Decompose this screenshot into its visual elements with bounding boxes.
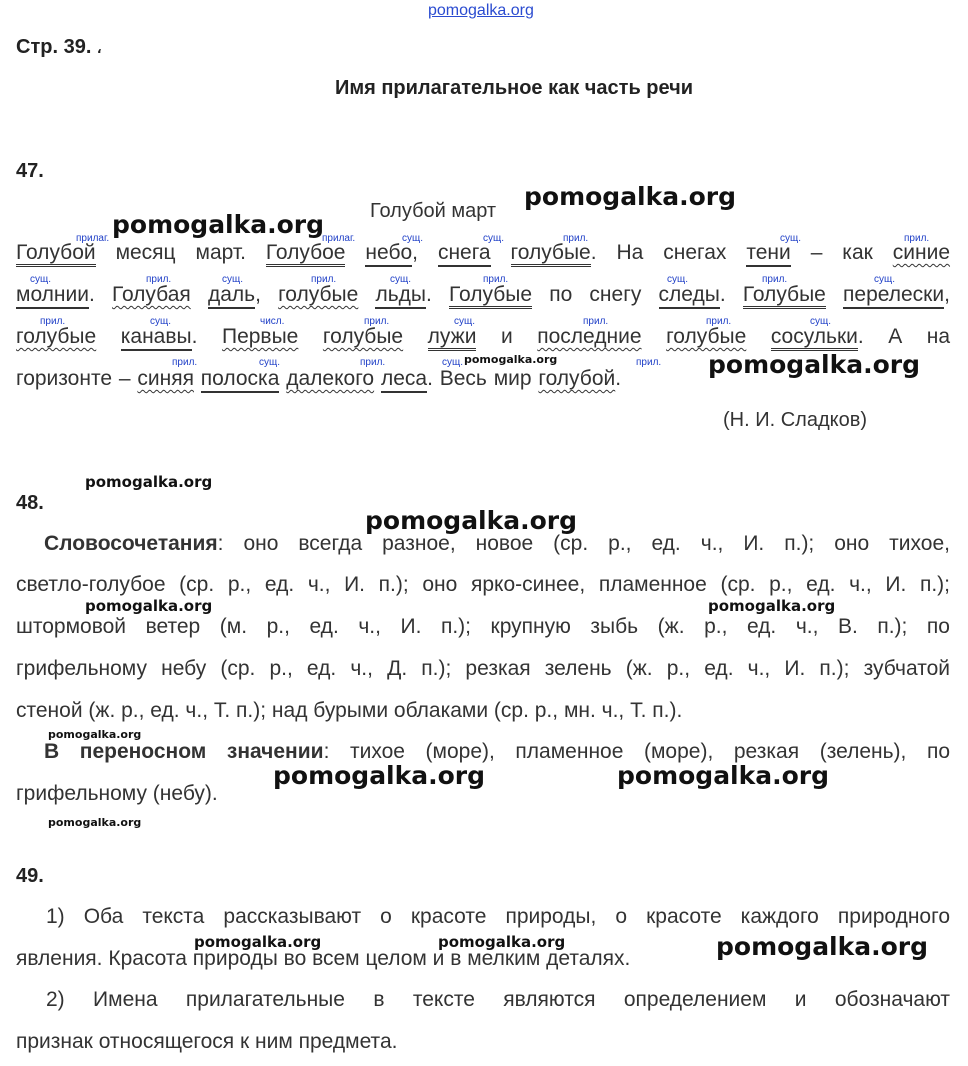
word-adj: синие xyxy=(892,241,951,264)
tag-adj: прил. xyxy=(483,274,509,285)
ex49-p1-line-1: 1) Оба текста рассказывают о красоте природы, о красоте каждого природного xyxy=(46,905,950,928)
watermark: pomogalka.org xyxy=(194,933,322,951)
tag-noun: сущ. xyxy=(30,274,52,285)
tag-adj: прил. xyxy=(364,316,390,327)
word-adj: голубые xyxy=(511,241,591,267)
word-noun: тени xyxy=(746,241,790,267)
word-subject-adj: Голубое xyxy=(266,241,346,267)
site-link[interactable]: pomogalka.org xyxy=(428,2,534,19)
watermark: pomogalka.org xyxy=(112,210,325,239)
ex49-p2-line-1: 2) Имена прилагательные в тексте являются определением и обозначают xyxy=(46,988,950,1011)
watermark: pomogalka.org xyxy=(85,473,213,491)
ex47-line-1: Голубой месяц март. Голубое небо, снега голубые. На снегах тени – как синие xyxy=(16,241,950,265)
tag-adj: прил. xyxy=(563,233,589,244)
watermark: pomogalka.org xyxy=(464,353,558,366)
exercise-49-number: 49. xyxy=(16,865,44,887)
ex48-p1-line-5: стеной (ж. р., ед. ч., Т. п.); над бурыми облаками (ср. р., мн. ч., Т. п.). xyxy=(16,699,683,722)
word-noun: небо xyxy=(365,241,412,267)
watermark: pomogalka.org xyxy=(617,761,830,790)
tag-adj: прилаг. xyxy=(322,233,356,244)
watermark: pomogalka.org xyxy=(708,350,921,379)
exercise-47-number: 47. xyxy=(16,160,44,182)
tag-adj: прилаг. xyxy=(76,233,110,244)
ex48-p2-line-1: В переносном значении: тихое (море), пламенное (море), резкая (зелень), по xyxy=(44,740,951,763)
ex48-p1-line-1: Словосочетания: оно всегда разное, новое (ср. р., ед. ч., И. п.); оно тихое, xyxy=(44,532,950,555)
watermark: pomogalka.org xyxy=(716,932,929,961)
watermark: pomogalka.org xyxy=(438,933,566,951)
exercise-48-number: 48. xyxy=(16,492,44,514)
watermark: pomogalka.org xyxy=(708,597,836,615)
tag-adj: прил. xyxy=(172,357,198,368)
tag-noun: сущ. xyxy=(222,274,244,285)
ex48-p2-line-2: грифельному (небу). xyxy=(16,782,218,805)
ex48-p1-line-4: грифельному небу (ср. р., ед. ч., Д. п.); резкая зелень (ж. р., ед. ч., И. п.); зубчатой xyxy=(16,657,950,680)
ex48-p1-line-2: светло-голубое (ср. р., ед. ч., И. п.); оно ярко-синее, пламенное (ср. р., ед. ч., И. п.); xyxy=(16,573,950,596)
tag-noun: сущ. xyxy=(390,274,412,285)
word-noun: снега xyxy=(438,241,491,267)
tag-noun: сущ. xyxy=(483,233,505,244)
tag-noun: сущ. xyxy=(259,357,281,368)
tag-adj: прил. xyxy=(146,274,172,285)
watermark: pomogalka.org xyxy=(85,597,213,615)
tag-adj: прил. xyxy=(311,274,337,285)
tag-adj: прил. xyxy=(40,316,66,327)
tag-num: числ. xyxy=(260,316,285,327)
author: (Н. И. Сладков) xyxy=(723,409,867,431)
word-subject-adj: Голубой xyxy=(16,241,96,267)
watermark: pomogalka.org xyxy=(48,728,142,741)
page-mark: ، xyxy=(96,42,102,56)
watermark: pomogalka.org xyxy=(48,816,142,829)
watermark: pomogalka.org xyxy=(273,761,486,790)
watermark: pomogalka.org xyxy=(365,506,578,535)
section-title: Имя прилагательное как часть речи xyxy=(334,77,694,99)
tag-adj: прил. xyxy=(583,316,609,327)
page-number xyxy=(16,36,102,59)
tag-noun: сущ. xyxy=(454,316,476,327)
tag-noun: сущ. xyxy=(667,274,689,285)
ex49-p1-line-2: явления. Красота природы во всем целом и в мелким деталях. xyxy=(16,947,631,970)
tag-noun: сущ. xyxy=(402,233,424,244)
tag-adj: прил. xyxy=(706,316,732,327)
tag-adj: прил. xyxy=(904,233,930,244)
tag-noun: сущ. xyxy=(810,316,832,327)
tag-noun: сущ. xyxy=(150,316,172,327)
tag-noun: сущ. xyxy=(874,274,896,285)
story-title: Голубой март xyxy=(370,200,497,222)
ex47-line-3: голубые канавы. Первые голубые лужи и последние голубые сосульки. А на xyxy=(16,325,950,349)
ex49-p2-line-2: признак относящегося к ним предмета. xyxy=(16,1030,398,1053)
page-label: Стр. 39. xyxy=(16,36,92,58)
tag-noun: сущ. xyxy=(442,357,464,368)
tag-adj: прил. xyxy=(360,357,386,368)
tag-adj: прил. xyxy=(636,357,662,368)
ex47-line-4: горизонте – синяя полоска далекого леса. Весь мир голубой. xyxy=(16,367,621,391)
watermark: pomogalka.org xyxy=(524,182,737,211)
ex47-line-2: молнии. Голубая даль, голубые льды. Голубые по снегу следы. Голубые перелески, xyxy=(16,283,950,307)
ex48-p1-line-3: штормовой ветер (м. р., ед. ч., И. п.); крупную зыбь (ж. р., ед. ч., В. п.); по xyxy=(16,615,950,638)
tag-adj: прил. xyxy=(762,274,788,285)
tag-noun: сущ. xyxy=(780,233,802,244)
